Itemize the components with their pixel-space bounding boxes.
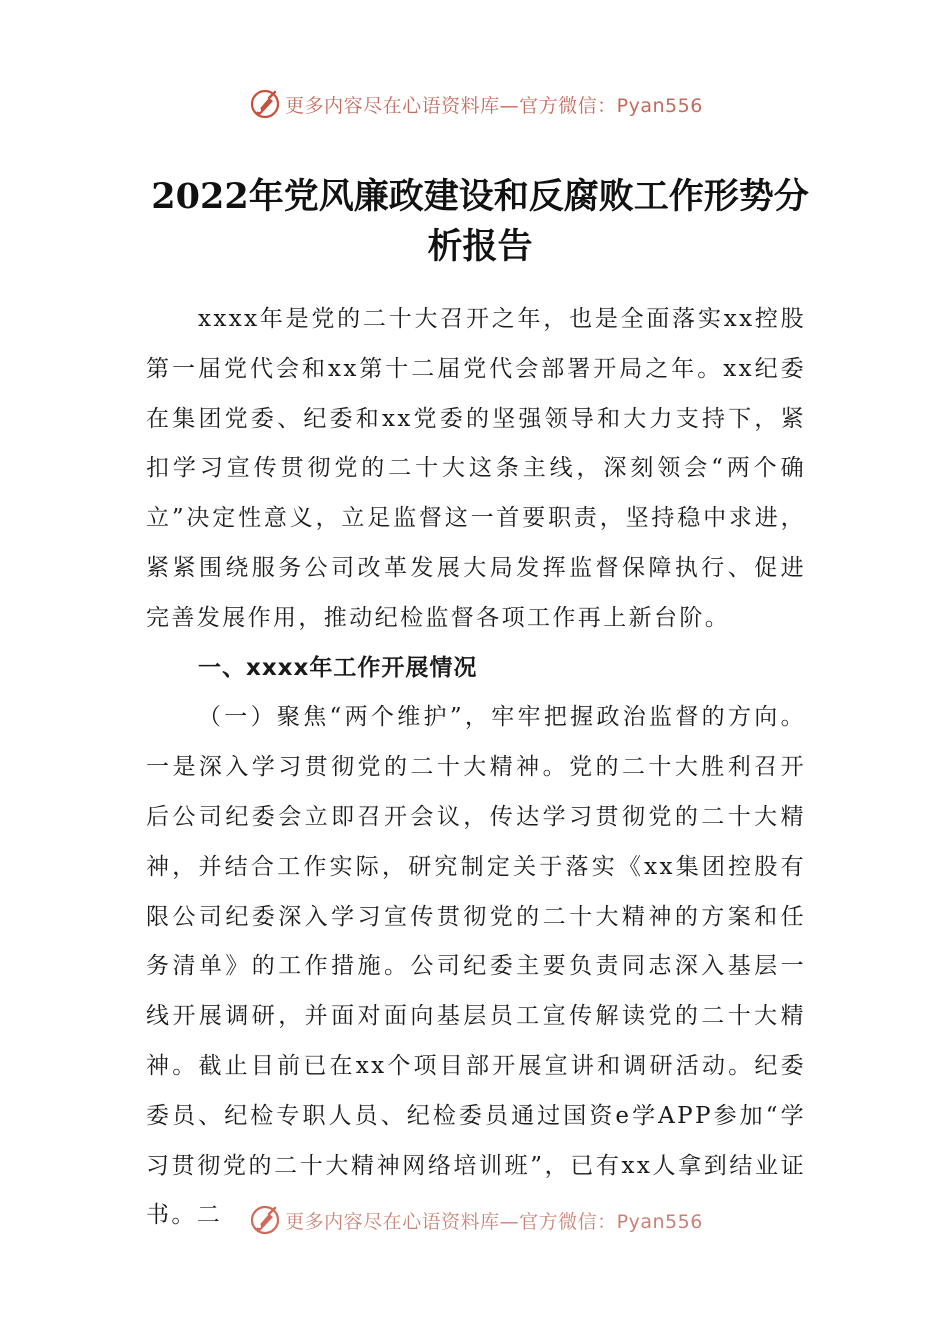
watermark-text: 更多内容尽在心语资料库—官方微信：Pyan556: [285, 1210, 703, 1233]
fountain-pen-icon: [247, 1202, 283, 1238]
fountain-pen-icon: [247, 86, 283, 122]
document-body: [146, 295, 806, 1241]
section-heading: 一、xxxx年工作开展情况: [198, 654, 478, 681]
watermark-footer: [0, 1198, 950, 1242]
document-title: 2022年党风廉政建设和反腐败工作形势分析报告: [151, 176, 809, 267]
watermark-header: [0, 82, 950, 126]
section-paragraph: （一）聚焦“两个维护”，牢牢把握政治监督的方向。一是深入学习贯彻党的二十大精神。党的二十大胜利召开后公司纪委会立即召开会议，传达学习贯彻党的二十大精神，并结合工作实际，研究制定关于落实《xx集团控股有限公司纪委深入学习宣传贯彻党的二十大精神的方案和任务清单》的工作措施。公司纪委主要负责同志深入基层一线开展调研，并面对面向基层员工宣传解读党的二十大精神。截止目前已在xx个项目部开展宣讲和调研活动。纪委委员、纪检专职人员、纪检委员通过国资e学APP参加“学习贯彻党的二十大精神网络培训班”，已有xx人拿到结业证书。二: [146, 704, 806, 1229]
watermark-text: 更多内容尽在心语资料库—官方微信：Pyan556: [285, 94, 703, 117]
intro-paragraph: xxxx年是党的二十大召开之年，也是全面落实xx控股第一届党代会和xx第十二届党代会部署开局之年。xx纪委在集团党委、纪委和xx党委的坚强领导和大力支持下，紧扣学习宣传贯彻党的二十大这条主线，深刻领会“两个确立”决定性意义，立足监督这一首要职责，坚持稳中求进，紧紧围绕服务公司改革发展大局发挥监督保障执行、促进完善发展作用，推动纪检监督各项工作再上新台阶。: [146, 306, 806, 631]
